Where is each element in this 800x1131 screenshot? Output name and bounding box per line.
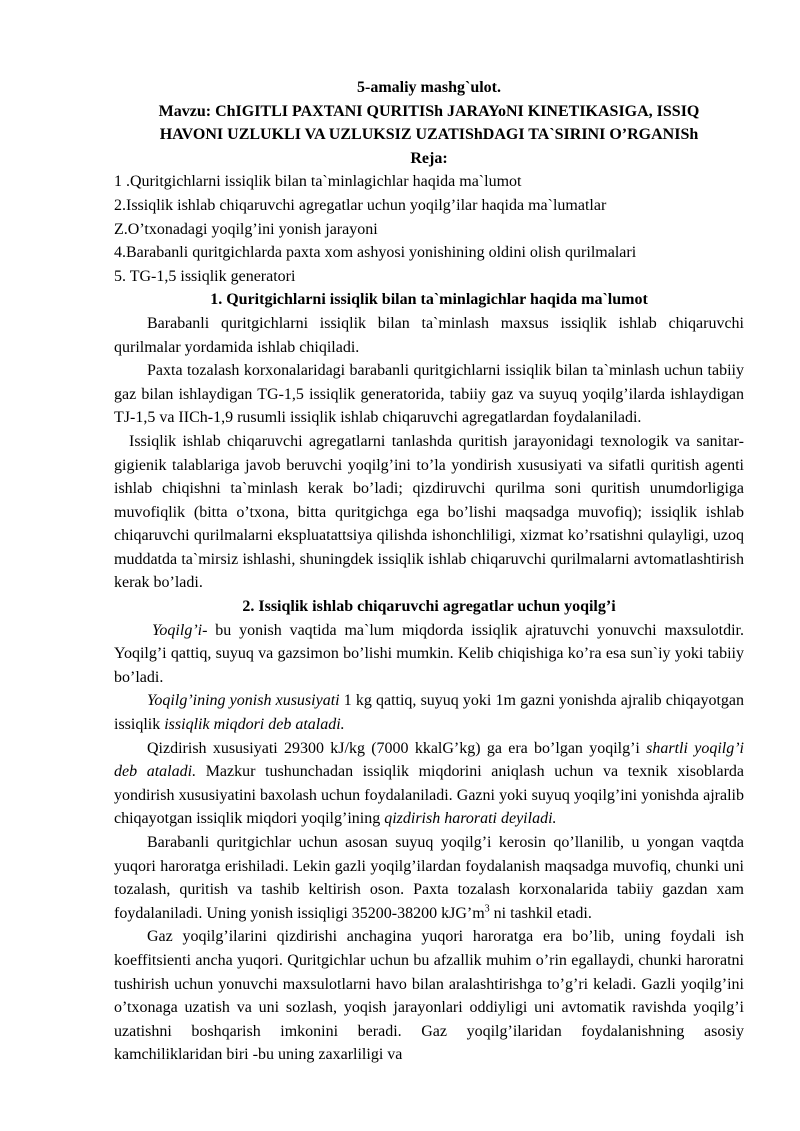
plan-item: 2.Issiqlik ishlab chiqaruvchi agregatlar uchun yoqilg’ilar haqida ma`lumatlar <box>114 196 607 214</box>
topic-line-2: HAVONI UZLUKLI VA UZLUKSIZ UZATIShDAGI TA`SIRINI O’RGANISh <box>159 126 699 144</box>
term-issiqlik-miqdori: issiqlik miqdori deb ataladi. <box>164 716 345 734</box>
section-2-paragraph-3 <box>114 737 744 831</box>
section-1-paragraph-3: Issiqlik ishlab chiqaruvchi agregatlarni tanlashda quritish jarayonidagi texnologik va sanitar-gigienik talablariga javob beruvchi yoqilg’ini to’la yondirish xususiyati va sifatli quritish agenti ishlab chiqishni ta`minlash kerak bo’ladi; qizdiruvchi qurilma soni quritish unumdorligiga muvofiqlik (bitta o’txona, bitta quritgichga ega bo’lishi maqsadga muvofiq); issiqlik ishlab chiqaruvchi qurilmalarni ekspluatattsiya qilishda ishonchliligi, xizmat ko’rsatishni qulayligi, uzoq muddatda ta`mirsiz ishlashi, shuningdek issiqlik ishlab chiqaruvchi qurilmalarni avtomatlashtirish kerak bo’ladi. <box>114 432 744 592</box>
paragraph-text: ni tashkil etadi. <box>489 904 592 922</box>
plan-item: Z.O’txonadagi yoqilg’ini yonish jarayoni <box>114 220 378 238</box>
paragraph-text: Barabanli quritgichlar uchun asosan suyuq yoqilg’i kerosin qo’llanilib, u yongan vaqtda yuqori haroratga erishiladi. Lekin gazli yoqilg’ilardan foydalanish maqsadga muvofiq, chunki uni tozalash, quritish va tashib keltirish oson. Paxta tozalash korxonalarida tabiiy gazdan xam foydalaniladi. Uning yonish issiqligi 35200-38200 kJG’m <box>114 834 744 922</box>
section-2-paragraph-2 <box>114 689 744 736</box>
term-yoqilgi: Yoqilg’i <box>152 621 203 639</box>
superscript: 3 <box>484 903 490 915</box>
term-shartli-yoqilgi: shartli yoqilg’i deb ataladi. <box>114 739 744 781</box>
plan-list <box>114 170 744 288</box>
section-1-paragraph-2: Paxta tozalash korxonalaridagi barabanli quritgichlarni issiqlik bilan ta`minlash uchun tabiiy gaz bilan ishlaydigan TG-1,5 issiqlik generatorida, tabiiy gaz va suyuq yoqilg’ilarda ishlaydigan TJ-1,5 va IICh-1,9 rusumli issiqlik ishlab chiqaruvchi agregatlardan foydalaniladi. <box>114 362 744 427</box>
section-1-heading: 1. Quritgichlarni issiqlik bilan ta`minlagichlar haqida ma`lumot <box>210 291 648 309</box>
definition-text: Qizdirish xususiyati 29300 kJ/kg (7000 kkalG’kg) ga era bo’lgan yoqilg’i <box>147 739 647 757</box>
plan-item: 4.Barabanli quritgichlarda paxta xom ashyosi yonishining oldini olish qurilmalari <box>114 244 637 262</box>
topic-line-1: Mavzu: ChIGITLI PAXTANI QURITISh JARAYoNI KINETIKASIGA, ISSIQ <box>158 102 700 120</box>
document-page <box>114 76 744 1067</box>
plan-item: 5. TG-1,5 issiqlik generatori <box>114 267 296 285</box>
document-title: 5-amaliy mashg`ulot. <box>357 79 501 96</box>
term-qizdirish-harorati: qizdirish harorati deyiladi. <box>384 810 557 828</box>
definition-text: 1 kg qattiq, suyuq yoki 1m gazni yonishda ajralib chiqayotgan issiqlik <box>114 692 744 734</box>
section-2-paragraph-4 <box>114 831 744 925</box>
section-2-paragraph-5: Gaz yoqilg’ilarini qizdirishi anchagina yuqori haroratga era bo’lib, uning foydali ish koeffitsienti ancha yuqori. Quritgichlar uchun bu afzallik muhim o’rin egallaydi, chunki haroratni tushirish uchun yonuvchi maxsulotlarni havo bilan aralashtirishga to’g’ri keladi. Gazli yoqilg’ini o’txonaga uzatish va uni sozlash, yoqish jarayonlari oddiyligi uni avtomatik ravishda yoqilg’i uzatishni boshqarish imkonini beradi. Gaz yoqilg’ilaridan foydalanishning asosiy kamchiliklaridan biri -bu uning zaxarliligi va <box>114 928 744 1064</box>
section-1-paragraph-1: Barabanli quritgichlarni issiqlik bilan ta`minlash maxsus issiqlik ishlab chiqaruvchi qurilmalar yordamida ishlab chiqiladi. <box>114 314 744 356</box>
section-2-paragraph-1 <box>114 619 744 690</box>
plan-heading: Reja: <box>410 149 448 167</box>
section-2-heading: 2. Issiqlik ishlab chiqaruvchi agregatlar uchun yoqilg’i <box>242 598 616 616</box>
term-yonish-xususiyati: Yoqilg’ining yonish xususiyati <box>147 692 340 710</box>
definition-text: - bu yonish vaqtida ma`lum miqdorda issiqlik ajratuvchi yonuvchi maxsulotdir. Yoqilg’i qattiq, suyuq va gazsimon bo’lishi mumkin. Kelib chiqishiga ko’ra esa sun`iy yoki tabiiy bo’ladi. <box>114 621 744 686</box>
plan-item: 1 .Quritgichlarni issiqlik bilan ta`minlagichlar haqida ma`lumot <box>114 173 522 191</box>
definition-text: Mazkur tushunchadan issiqlik miqdorini aniqlash uchun va texnik xisoblarda yondirish xususiyatini baxolash uchun foydalaniladi. Gazni yoki suyuq yoqilg’ini yonishda ajralib chiqayotgan issiqlik miqdori yoqilg’ining <box>114 763 745 828</box>
